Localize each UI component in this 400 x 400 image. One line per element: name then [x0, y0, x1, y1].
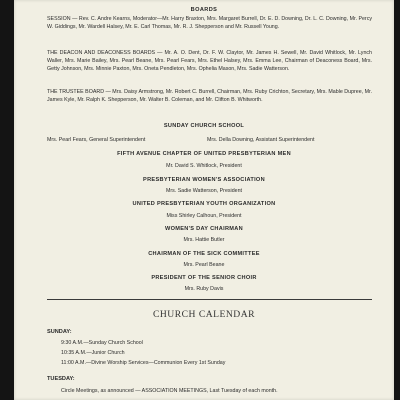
- org-sub-senior-choir: Mrs. Ruby Davis: [184, 286, 224, 292]
- org-sub-upmen: Mr. David S. Whitlock, President: [166, 163, 242, 169]
- org-title-youth: UNITED PRESBYTERIAN YOUTH ORGANIZATION: [132, 201, 276, 207]
- sunday-school-title: SUNDAY CHURCH SCHOOL: [163, 123, 245, 129]
- org-title-womens-day: WOMEN'S DAY CHAIRMAN: [165, 226, 243, 232]
- divider-rule: [47, 299, 372, 300]
- program-page: [14, 0, 394, 400]
- org-sub-youth: Miss Shirley Calhoun, President: [166, 213, 242, 219]
- sunday-item: 9:30 A.M.—Sunday Church School: [61, 340, 143, 346]
- church-calendar-title: CHURCH CALENDAR: [152, 309, 256, 320]
- org-title-sick-committee: CHAIRMAN OF THE SICK COMMITTEE: [148, 251, 260, 257]
- session-paragraph: SESSION — Rev. C. Andre Kearns, Moderator—Mr. Harry Braxton, Mrs. Margaret Burrell, Dr. E. D. Downing, Dr. L. C. Downing, Mr. Percy W. Giddings, Mr. Wardell Halsey, Mr. E. Carl Thomas, Mr. R. J. Shepperson and Mr. Russell Young.: [47, 16, 372, 30]
- tuesday-item: Circle Meetings, as announced — ASSOCIATION MEETINGS, Last Tuesday of each month.: [61, 388, 278, 394]
- org-sub-womens-day: Mrs. Hattie Butler: [183, 237, 225, 243]
- boards-heading: BOARDS: [190, 7, 218, 13]
- sunday-school-superintendent: Mrs. Pearl Fears, General Superintendent: [47, 137, 146, 143]
- org-sub-sick-committee: Mrs. Pearl Beane: [183, 262, 225, 268]
- deacons-paragraph: THE DEACON AND DEACONESS BOARDS — Mr. A. O. Dent, Dr. F. W. Claytor, Mr. James H. Sewell, Mr. David Whitlock, Mr. Lynch Waller, Mrs. Marie Bailey, Mrs. Pearl Beane, Mrs. Pearl Fears, Mrs. Ethel Halsey, Mrs. Emma Lee, Chairman of Deaconess Board, Mrs. Getty Johnson, Mrs. Minnie Paxton, Mrs. Oneta Pendleton, Mrs. Ophelia Mason, Mrs. Sadie Watterson.: [47, 50, 372, 72]
- sunday-item: 10:35 A.M.—Junior Church: [61, 350, 125, 356]
- org-sub-pwa: Mrs. Sadie Watterson, President: [165, 188, 243, 194]
- org-title-pwa: PRESBYTERIAN WOMEN'S ASSOCIATION: [143, 177, 265, 183]
- trustees-paragraph: THE TRUSTEE BOARD — Mrs. Daisy Armstrong, Mr. Robert C. Burrell, Chairman, Mrs. Ruby Crichton, Secretary, Mrs. Mable Dupree, Mr. James Kyle, Mr. Ralph K. Shepperson, Mr. Walter B. Coleman, and Mr. Clifton B. Whitworth.: [47, 89, 372, 103]
- tuesday-label: TUESDAY:: [47, 376, 75, 382]
- sunday-label: SUNDAY:: [47, 329, 72, 335]
- sunday-item: 11:00 A.M.—Divine Worship Services—Communion Every 1st Sunday: [61, 360, 226, 366]
- sunday-school-assistant: Mrs. Della Downing, Assistant Superintendent: [207, 137, 315, 143]
- org-title-upmen: FIFTH AVENUE CHAPTER OF UNITED PRESBYTERIAN MEN: [117, 151, 291, 157]
- org-title-senior-choir: PRESIDENT OF THE SENIOR CHOIR: [151, 275, 257, 281]
